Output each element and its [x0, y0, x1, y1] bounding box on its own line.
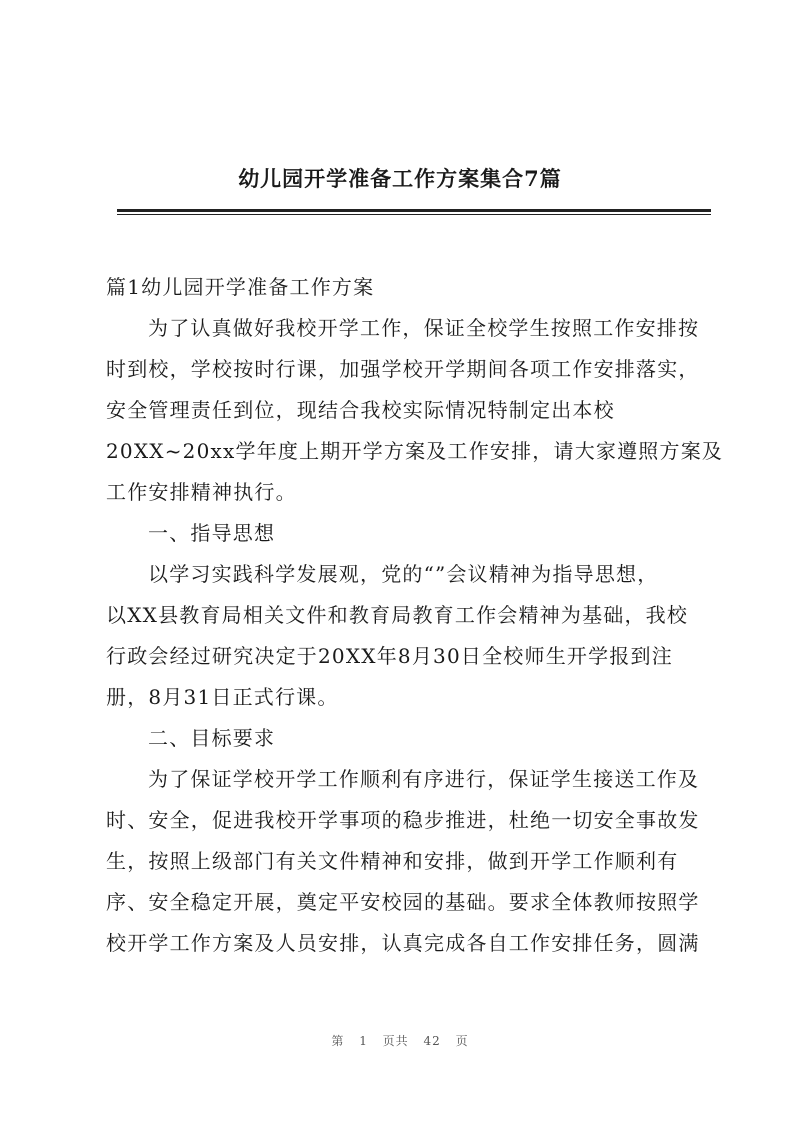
paragraph-line: 工作安排精神执行。 — [106, 480, 297, 504]
footer-page-number: 1 — [359, 1034, 368, 1048]
paragraph-line: 以XX县教育局相关文件和教育局教育工作会精神为基础，我校 — [106, 603, 689, 627]
title-underline-thin — [117, 214, 711, 215]
document-body — [106, 267, 724, 964]
paragraph-line: 校开学工作方案及人员安排，认真完成各自工作安排任务，圆满 — [106, 931, 700, 955]
title-underline — [117, 209, 711, 212]
paragraph-line: 生，按照上级部门有关文件精神和安排，做到开学工作顺利有 — [106, 849, 679, 873]
footer-page-prefix: 第 — [331, 1034, 345, 1048]
footer-page-suffix: 页 — [455, 1034, 469, 1048]
page-footer — [0, 1032, 800, 1049]
paragraph-line: 时到校，学校按时行课，加强学校开学期间各项工作安排落实， — [106, 357, 700, 381]
subsection-heading: 一、指导思想 — [148, 521, 276, 545]
paragraph-line: 册，8月31日正式行课。 — [106, 685, 339, 709]
footer-page-mid: 页共 — [382, 1034, 409, 1048]
paragraph-line: 为了保证学校开学工作顺利有序进行，保证学生接送工作及 — [148, 767, 700, 791]
paragraph-line: 时、安全，促进我校开学事项的稳步推进，杜绝一切安全事故发 — [106, 808, 700, 832]
paragraph-line: 20XX~20xx学年度上期开学方案及工作安排，请大家遵照方案及 — [106, 439, 724, 463]
paragraph-line: 以学习实践科学发展观，党的“”会议精神为指导思想， — [148, 562, 659, 586]
document-title: 幼儿园开学准备工作方案集合7篇 — [238, 166, 562, 191]
paragraph-line: 序、安全稳定开展，奠定平安校园的基础。要求全体教师按照学 — [106, 890, 700, 914]
footer-page-total: 42 — [423, 1034, 441, 1048]
paragraph-line: 为了认真做好我校开学工作，保证全校学生按照工作安排按 — [148, 316, 700, 340]
section-heading: 篇1幼儿园开学准备工作方案 — [106, 275, 375, 299]
paragraph-line: 行政会经过研究决定于20XX年8月30日全校师生开学报到注 — [106, 644, 673, 668]
subsection-heading: 二、目标要求 — [148, 726, 276, 750]
paragraph-line: 安全管理责任到位，现结合我校实际情况特制定出本校 — [106, 398, 615, 422]
